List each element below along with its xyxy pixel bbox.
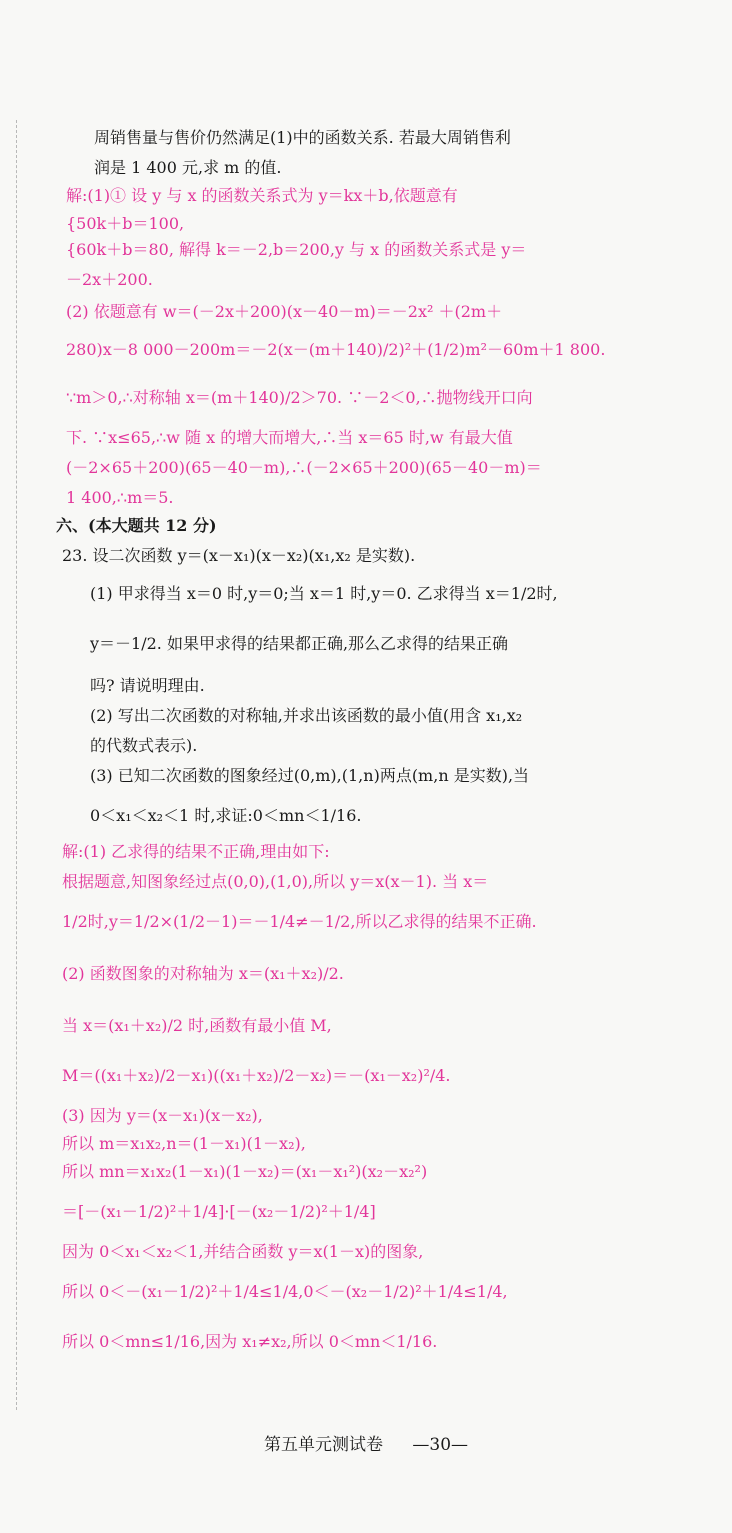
solution22-line-6: 280)x－8 000－200m＝－2(x－(m＋140)/2)²＋(1/2)m²－60m＋1 800. <box>66 340 606 359</box>
solution22-line-3: {60k＋b＝80, 解得 k＝－2,b＝200,y 与 x 的函数关系式是 y＝ <box>66 240 527 259</box>
solution23-line-13: 所以 0＜mn≤1/16,因为 x₁≠x₂,所以 0＜mn＜1/16. <box>62 1332 438 1351</box>
solution23-line-3: 1/2时,y＝1/2×(1/2－1)＝－1/4≠－1/2,所以乙求得的结果不正确. <box>62 912 537 931</box>
solution23-line-9: 所以 mn＝x₁x₂(1－x₁)(1－x₂)＝(x₁－x₁²)(x₂－x₂²) <box>62 1162 428 1181</box>
problem23-line-8: 0＜x₁＜x₂＜1 时,求证:0＜mn＜1/16. <box>90 806 362 825</box>
problem23-line-3: y＝－1/2. 如果甲求得的结果都正确,那么乙求得的结果正确 <box>90 634 509 653</box>
problem22-line-2: 润是 1 400 元,求 m 的值. <box>94 158 282 177</box>
solution23-line-12: 所以 0＜－(x₁－1/2)²＋1/4≤1/4,0＜－(x₂－1/2)²＋1/4≤1/4, <box>62 1282 508 1301</box>
solution22-line-10: 1 400,∴m＝5. <box>66 488 174 507</box>
solution23-line-2: 根据题意,知图象经过点(0,0),(1,0),所以 y＝x(x－1). 当 x＝ <box>62 872 489 891</box>
problem23-line-7: (3) 已知二次函数的图象经过(0,m),(1,n)两点(m,n 是实数),当 <box>90 766 530 785</box>
page-footer <box>0 1430 732 1455</box>
section-title: 六、(本大题共 12 分) <box>56 516 217 535</box>
solution23-line-1: 解:(1) 乙求得的结果不正确,理由如下: <box>62 842 330 861</box>
solution23-line-10: ＝[－(x₁－1/2)²＋1/4]·[－(x₂－1/2)²＋1/4] <box>62 1202 376 1221</box>
solution23-line-4: (2) 函数图象的对称轴为 x＝(x₁＋x₂)/2. <box>62 964 344 983</box>
problem23-line-5: (2) 写出二次函数的对称轴,并求出该函数的最小值(用含 x₁,x₂ <box>90 706 523 725</box>
solution22-line-9: (－2×65＋200)(65－40－m),∴(－2×65＋200)(65－40－m)＝ <box>66 458 542 477</box>
problem23-line-2: (1) 甲求得当 x＝0 时,y＝0;当 x＝1 时,y＝0. 乙求得当 x＝1/2时, <box>90 584 558 603</box>
binding-margin-line <box>16 120 17 1410</box>
solution22-line-4: －2x＋200. <box>66 270 153 289</box>
problem23-line-4: 吗? 请说明理由. <box>90 676 205 695</box>
footer-title: 第五单元测试卷 <box>263 1435 383 1455</box>
problem22-line-1: 周销售量与售价仍然满足(1)中的函数关系. 若最大周销售利 <box>94 128 511 147</box>
solution22-line-8: 下. ∵x≤65,∴w 随 x 的增大而增大,∴当 x＝65 时,w 有最大值 <box>66 428 513 447</box>
solution22-line-2: {50k＋b＝100, <box>66 214 185 233</box>
solution23-line-6: M＝((x₁＋x₂)/2－x₁)((x₁＋x₂)/2－x₂)＝－(x₁－x₂)²/4. <box>62 1066 451 1085</box>
solution23-line-8: 所以 m＝x₁x₂,n＝(1－x₁)(1－x₂), <box>62 1134 306 1153</box>
solution22-line-5: (2) 依题意有 w＝(－2x＋200)(x－40－m)＝－2x² ＋(2m＋ <box>66 302 503 321</box>
problem23-line-1: 23. 设二次函数 y＝(x－x₁)(x－x₂)(x₁,x₂ 是实数). <box>62 546 416 565</box>
solution22-line-7: ∵m＞0,∴对称轴 x＝(m＋140)/2＞70. ∵－2＜0,∴抛物线开口向 <box>66 388 533 407</box>
solution22-line-1: 解:(1)① 设 y 与 x 的函数关系式为 y＝kx＋b,依题意有 <box>66 186 458 205</box>
solution23-line-11: 因为 0＜x₁＜x₂＜1,并结合函数 y＝x(1－x)的图象, <box>62 1242 424 1261</box>
solution23-line-5: 当 x＝(x₁＋x₂)/2 时,函数有最小值 M, <box>62 1016 332 1035</box>
problem23-line-6: 的代数式表示). <box>90 736 198 755</box>
solution23-line-7: (3) 因为 y＝(x－x₁)(x－x₂), <box>62 1106 263 1125</box>
footer-page-number: —30— <box>412 1435 469 1455</box>
